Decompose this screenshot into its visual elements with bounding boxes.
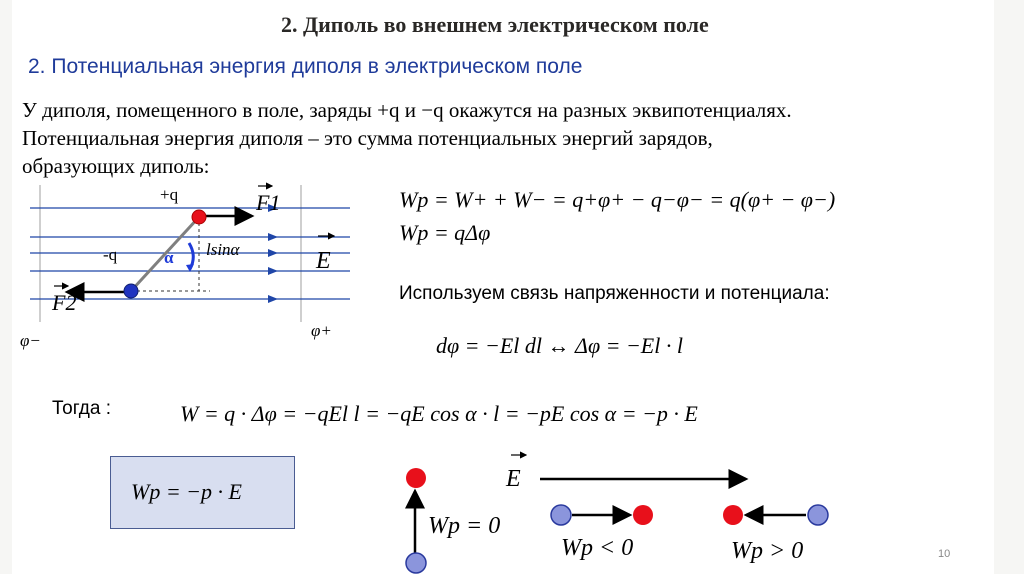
then-label: Тогда : bbox=[52, 398, 111, 419]
boxed-formula: Wp = −p · E bbox=[131, 479, 242, 504]
plus-q-label: +q bbox=[160, 185, 179, 204]
phi-plus-label: φ+ bbox=[311, 321, 332, 340]
case-zero-positive-charge bbox=[406, 468, 426, 488]
intro-line-3: образующих диполь: bbox=[22, 154, 210, 178]
formula-field-potential-relation: dφ = −El dl ↔ Δφ = −El · l bbox=[436, 333, 683, 358]
force-2-label: F2 bbox=[52, 290, 77, 315]
negative-charge bbox=[124, 284, 138, 298]
case-positive-positive-charge bbox=[723, 505, 743, 525]
case-positive-label: Wp > 0 bbox=[731, 538, 804, 564]
formula-energy-sum: Wp = W+ + W− = q+φ+ − q−φ− = q(φ+ − φ−) bbox=[399, 187, 836, 212]
field-arrowhead bbox=[268, 295, 278, 303]
case-zero-label: Wp = 0 bbox=[428, 513, 501, 539]
case-zero-negative-charge bbox=[406, 553, 426, 573]
field-arrowhead bbox=[268, 249, 278, 257]
formula-energy-delta-phi: Wp = qΔφ bbox=[399, 220, 491, 245]
angle-label: α bbox=[164, 248, 174, 267]
formula-dipole-energy: W = q · Δφ = −qEl l = −qE cos α · l = −pE cos α = −p · E bbox=[180, 401, 698, 426]
case-positive-negative-charge bbox=[808, 505, 828, 525]
minus-q-label: -q bbox=[103, 245, 118, 264]
phi-minus-label: φ− bbox=[20, 331, 41, 350]
force-1-label: F1 bbox=[256, 190, 281, 215]
case-negative-negative-charge bbox=[551, 505, 571, 525]
cases-field-label: E bbox=[506, 466, 521, 492]
field-lines bbox=[30, 204, 350, 303]
l-sin-alpha-label: lsinα bbox=[206, 240, 240, 259]
field-arrowhead bbox=[268, 233, 278, 241]
case-negative-label: Wp < 0 bbox=[561, 535, 634, 561]
page-number: 10 bbox=[938, 548, 951, 560]
slide-subtitle: 2. Потенциальная энергия диполя в электрическом поле bbox=[28, 55, 583, 78]
slide-title: 2. Диполь во внешнем электрическом поле bbox=[281, 12, 709, 37]
positive-charge bbox=[192, 210, 206, 224]
intro-line-1: У диполя, помещенного в поле, заряды +q и −q окажутся на разных эквипотенциалях. bbox=[22, 98, 792, 122]
intro-line-2: Потенциальная энергия диполя – это сумма потенциальных энергий зарядов, bbox=[22, 126, 713, 150]
field-label: E bbox=[316, 248, 331, 274]
field-arrowhead bbox=[268, 267, 278, 275]
case-negative-positive-charge bbox=[633, 505, 653, 525]
relation-caption: Используем связь напряженности и потенциала: bbox=[399, 283, 830, 304]
